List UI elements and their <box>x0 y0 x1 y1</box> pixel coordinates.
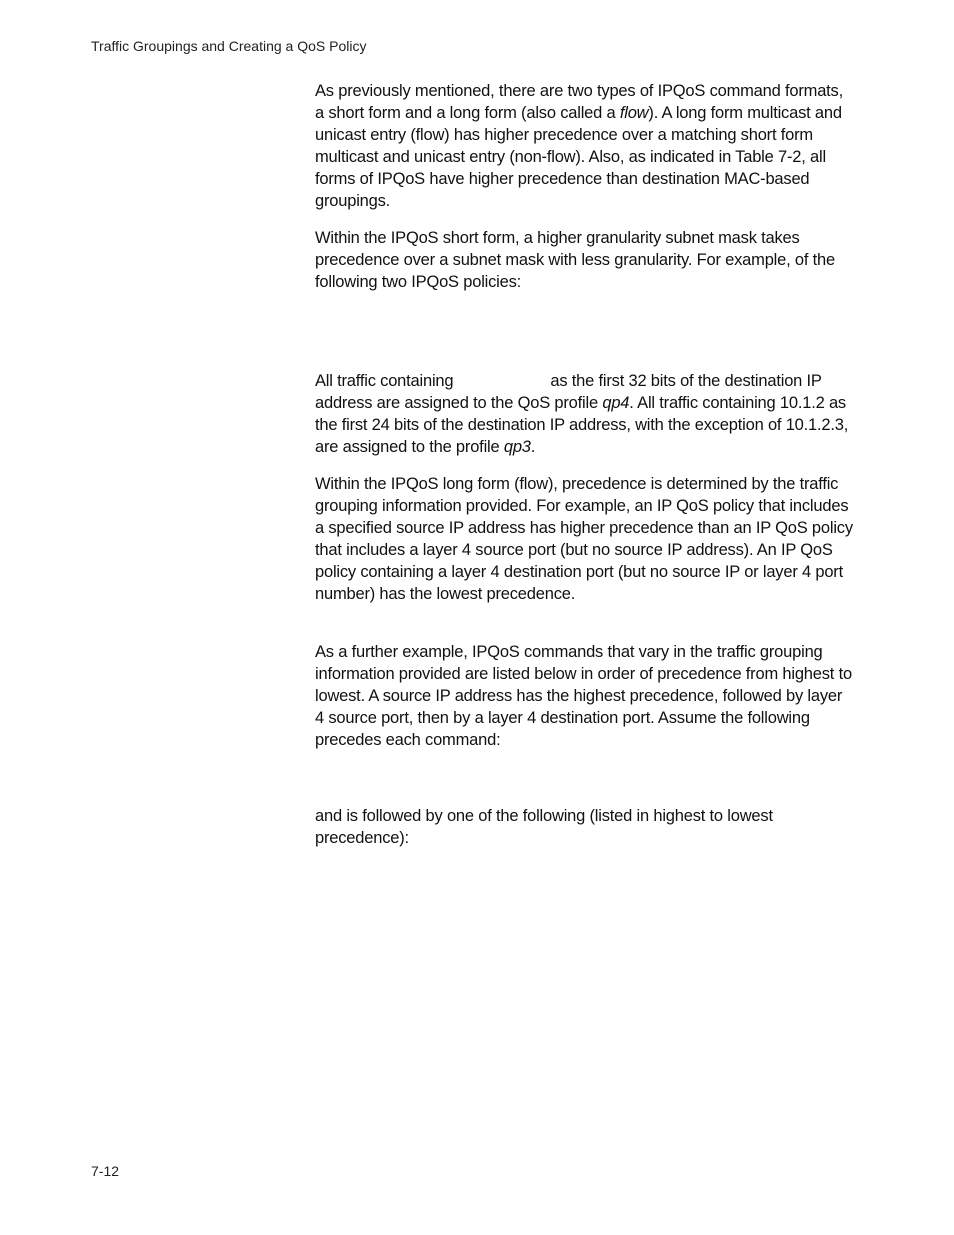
paragraph-short-form <box>315 227 855 293</box>
p3-italic-qp4: qp4 <box>602 394 630 412</box>
p2-text: Within the IPQoS short form, a higher granularity subnet mask takes precedence over a subnet mask with less granularity. For example, of the following two IPQoS policies: <box>315 229 835 291</box>
p3-text-b: as the first 32 bits of the destination IP address are assigned to the QoS profile <box>315 372 822 412</box>
page-number: 7-12 <box>91 1163 120 1179</box>
paragraph-long-form <box>315 473 855 605</box>
paragraph-further-example <box>315 641 855 751</box>
p1-text-b: ). A long form multicast and unicast entry (flow) has higher precedence over a matching short form multicast and unicast entry (non-flow). Also, as indicated in Table 7-2, all forms of IPQoS have higher precedence than destination MAC-based groupings. <box>315 104 842 210</box>
p5-text: As a further example, IPQoS commands that vary in the traffic grouping information provided are listed below in order of precedence from highest to lowest. A source IP address has the highest precedence, followed by layer 4 source port, then by a layer 4 destination port. Assume the following precedes each command: <box>315 643 852 749</box>
running-header: Traffic Groupings and Creating a QoS Policy <box>91 38 367 54</box>
p1-italic-flow: flow <box>619 104 649 122</box>
p6-text: and is followed by one of the following (listed in highest to lowest precedence): <box>315 807 773 847</box>
paragraph-traffic-assignment <box>315 370 855 458</box>
p3-italic-qp3: qp3 <box>503 438 531 456</box>
p3-text-c: . All traffic containing 10.1.2 as the first 24 bits of the destination IP address, with the exception of 10.1.2.3, are assigned to the profile <box>315 394 849 456</box>
paragraph-command-formats <box>315 80 855 212</box>
p4-text: Within the IPQoS long form (flow), precedence is determined by the traffic grouping information provided. For example, an IP QoS policy that includes a specified source IP address has higher precedence than an IP QoS policy that includes a layer 4 source port (but no source IP address). An IP QoS policy containing a layer 4 destination port (but no source IP or layer 4 port number) has the lowest precedence. <box>315 475 853 603</box>
p1-text-a: As previously mentioned, there are two types of IPQoS command formats, a short form and a long form (also called a <box>315 82 843 122</box>
p3-text-a: All traffic containing <box>315 372 454 390</box>
p3-text-d: . <box>530 438 536 456</box>
paragraph-followed-by <box>315 805 855 849</box>
